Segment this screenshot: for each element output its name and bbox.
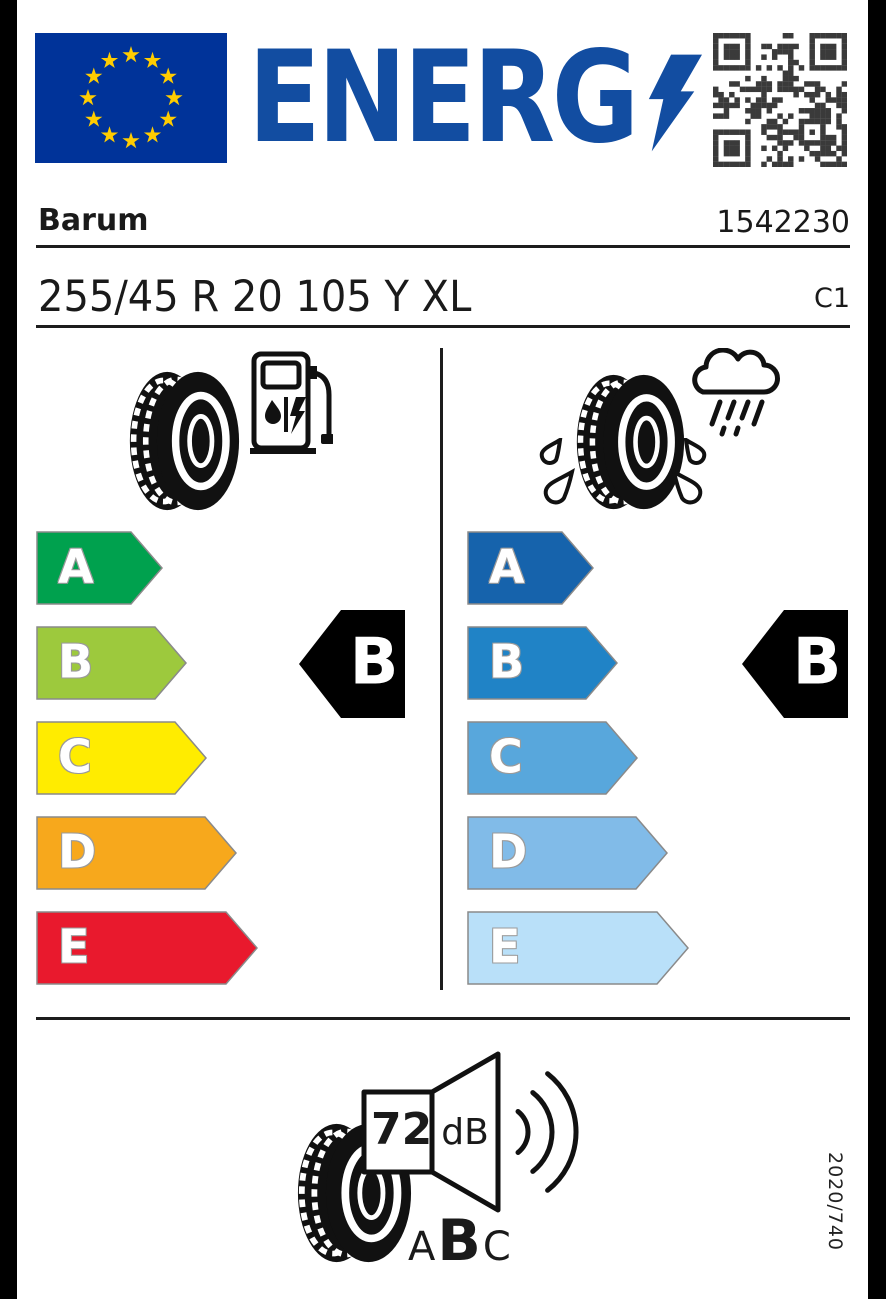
- tyre-size: 255/45 R 20 105 Y XL: [38, 272, 472, 322]
- eu-flag-icon: [35, 33, 227, 163]
- rain-cloud-icon: [676, 348, 788, 440]
- noise-value: 72: [371, 1104, 433, 1155]
- fuel-class-c-label: C: [58, 729, 92, 784]
- lightning-bolt-icon: [644, 52, 702, 154]
- noise-level: [371, 1104, 489, 1155]
- fuel-class-a-arrow: [36, 531, 164, 605]
- right-black-bar: [868, 0, 886, 1299]
- wet-class-e-arrow: [467, 911, 690, 985]
- fuel-class-a-label: A: [58, 539, 94, 594]
- wet-rating-value: B: [792, 625, 842, 700]
- fuel-class-d-arrow: [36, 816, 238, 890]
- column-divider: [440, 348, 443, 990]
- tyre-class: C1: [813, 283, 850, 314]
- wet-class-c-label: C: [489, 729, 523, 784]
- fuel-class-c-arrow: [36, 721, 208, 795]
- wet-class-a-arrow: [467, 531, 595, 605]
- splash-drops-icon: [536, 438, 578, 510]
- splash-drops-icon: [668, 438, 710, 510]
- noise-class-a: A: [408, 1224, 436, 1270]
- fuel-rating-arrow: [297, 608, 407, 720]
- divider-rule-1: [36, 245, 850, 248]
- wet-class-d-arrow: [467, 816, 669, 890]
- wet-class-a-label: A: [489, 539, 525, 594]
- wet-rating-arrow: [740, 608, 850, 720]
- energy-logo-text: ENERG: [248, 23, 636, 171]
- noise-class-c: C: [482, 1224, 511, 1270]
- fuel-class-e-label: E: [58, 919, 90, 974]
- fuel-pump-icon: [248, 350, 333, 455]
- fuel-class-b-arrow: [36, 626, 188, 700]
- fuel-class-d-label: D: [58, 824, 97, 879]
- wet-class-e-label: E: [489, 919, 521, 974]
- article-number: 1542230: [716, 205, 850, 240]
- noise-unit: dB: [441, 1112, 489, 1153]
- divider-rule-2: [36, 325, 850, 328]
- wet-class-d-label: D: [489, 824, 528, 879]
- sound-waves-icon: [518, 1074, 576, 1191]
- fuel-rating-value: B: [349, 625, 399, 700]
- brand-name: Barum: [38, 203, 149, 238]
- left-black-bar: [0, 0, 17, 1299]
- qr-code[interactable]: [713, 33, 847, 167]
- divider-rule-3: [36, 1017, 850, 1020]
- tyre-icon: [128, 370, 240, 512]
- noise-class-scale: [408, 1208, 511, 1274]
- regulation-number: 2020/740: [824, 1152, 846, 1252]
- wet-class-b-arrow: [467, 626, 619, 700]
- wet-class-b-label: B: [489, 634, 525, 689]
- noise-class-b-selected: B: [437, 1208, 481, 1274]
- fuel-class-b-label: B: [58, 634, 94, 689]
- fuel-class-e-arrow: [36, 911, 259, 985]
- wet-class-c-arrow: [467, 721, 639, 795]
